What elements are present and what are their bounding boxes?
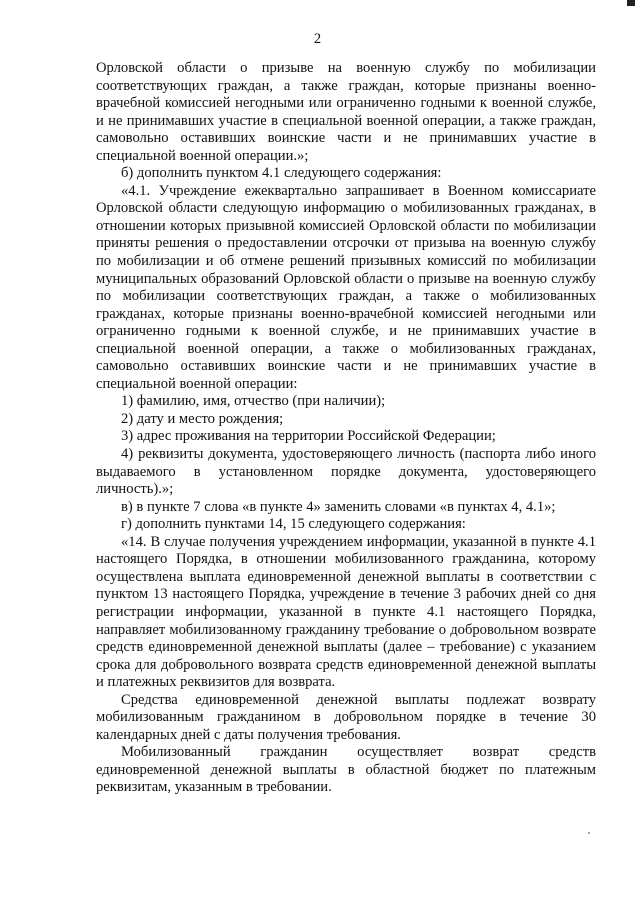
list-item: 3) адрес проживания на территории Российской Федерации; [121, 428, 496, 445]
paragraph: г) дополнить пунктами 14, 15 следующего содержания: [121, 516, 466, 533]
paragraph: Орловской области о призыве на военную службу по мобилизации соответствующих граждан, а также граждан, которые признаны военно-врачебной комиссией негодными или ограниченно годными к военной службе, и не принимавших участие в специальной военной операции, а также граждан, самовольно оставивших воинские части и не принимавших участие в специальной военной операции.»; [96, 60, 596, 164]
document-body [96, 60, 596, 797]
paragraph: в) в пункте 7 слова «в пункте 4» заменить словами «в пунктах 4, 4.1»; [121, 498, 556, 515]
paragraph: б) дополнить пунктом 4.1 следующего содержания: [121, 165, 442, 182]
page-number: 2 [313, 31, 322, 47]
list-item: 4) реквизиты документа, удостоверяющего личность (паспорта либо иного выдаваемого в установленном порядке документа, удостоверяющего личность).»; [96, 446, 596, 498]
paragraph: «4.1. Учреждение ежеквартально запрашивает в Военном комиссариате Орловской области следующую информацию о мобилизованных гражданах, в отношении которых призывной комиссией Орловской области по мобилизации приняты решения о предоставлении отсрочки от призыва на военную службу по мобилизации и об отмене решений призывных комиссий по мобилизации муниципальных образований Орловской области о призыве на военную службу по мобилизации соответствующих граждан, а также о мобилизованных гражданах, которые признаны военно-врачебной комиссией негодными или ограниченно годными к военной службе, и не принимавших участие в специальной военной операции, а также о мобилизованных гражданах, самовольно оставивших воинские части и не принимавших участие в специальной военной операции: [96, 182, 596, 392]
list-item: 1) фамилию, имя, отчество (при наличии); [121, 393, 386, 410]
paragraph: Средства единовременной денежной выплаты подлежат возврату мобилизованным гражданином в добровольном порядке в течение 30 календарных дней с даты получения требования. [96, 691, 596, 743]
scan-speck [588, 832, 590, 834]
paragraph: «14. В случае получения учреждением информации, указанной в пункте 4.1 настоящего Порядка, в отношении мобилизованного гражданина, которому осуществлена выплата единовременной денежной выплаты в соответствии с пунктом 13 настоящего Порядка, учреждение в течение 3 рабочих дней со дня регистрации информации, указанной в пункте 4.1 настоящего Порядка, направляет мобилизованному гражданину требование о добровольном возврате средств единовременной денежной выплаты (далее – требование) с указанием срока для добровольного возврата средств единовременной денежной выплаты и платежных реквизитов для возврата. [96, 533, 596, 691]
paragraph: Мобилизованный гражданин осуществляет возврат средств единовременной денежной выплаты в областной бюджет по платежным реквизитам, указанным в требовании. [96, 744, 596, 796]
list-item: 2) дату и место рождения; [121, 410, 284, 427]
scan-corner-mark [627, 0, 635, 6]
